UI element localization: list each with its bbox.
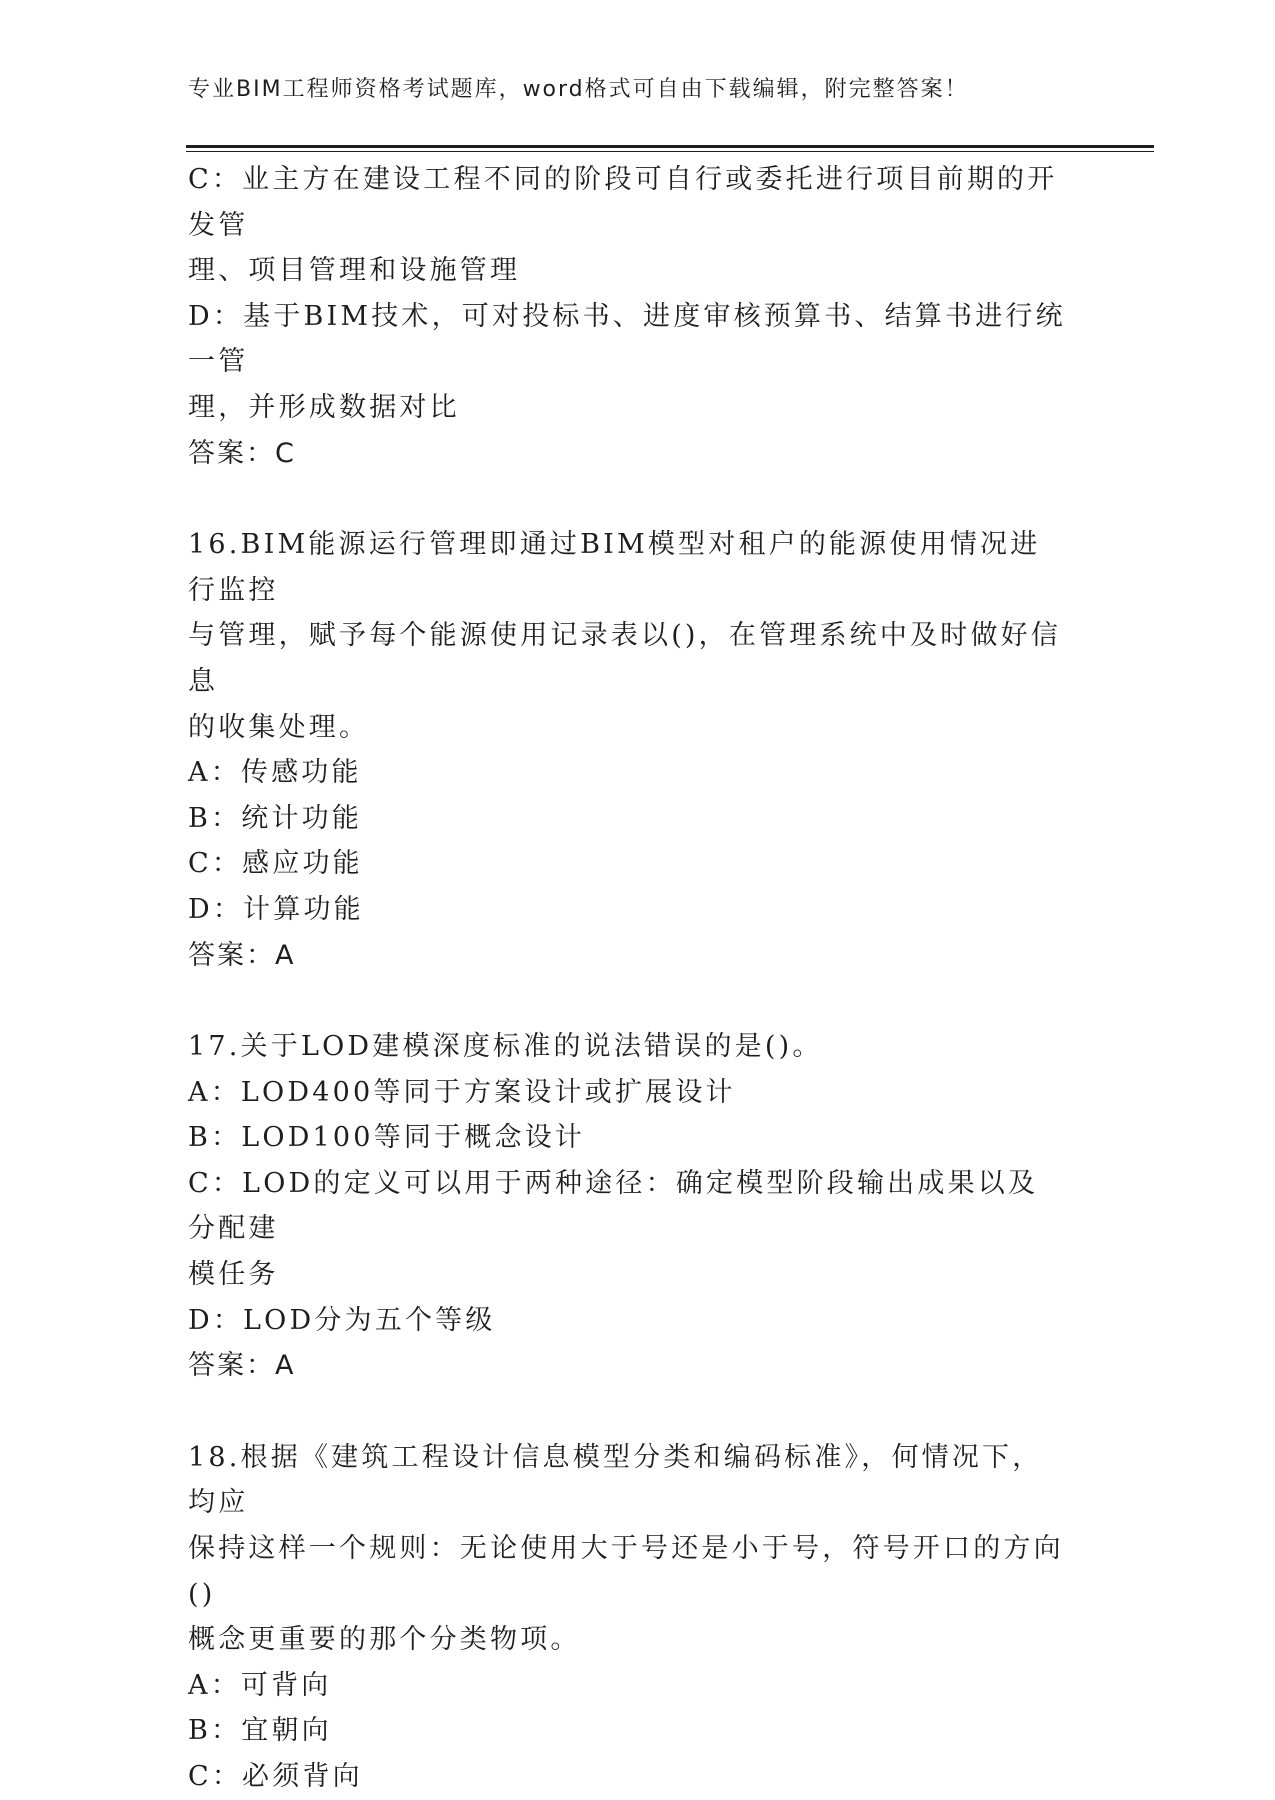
question-stem-line: 的收集处理。	[188, 711, 370, 743]
option-a: A：LOD400等同于方案设计或扩展设计	[188, 1076, 736, 1108]
answer-line: 答案：A	[188, 939, 296, 971]
answer-line: 答案：A	[188, 1350, 296, 1382]
question-stem-line: 18.根据《建筑工程设计信息模型分类和编码标准》，何情况下，均应	[188, 1441, 1043, 1519]
question-stem-line: 与管理，赋予每个能源使用记录表以()，在管理系统中及时做好信息	[188, 620, 1062, 697]
question-content	[188, 157, 1068, 1800]
spacer	[188, 476, 1068, 522]
header-rule-thin	[186, 151, 1154, 152]
question-stem-line: 概念更重要的那个分类物项。	[188, 1624, 581, 1656]
option-c: C：感应功能	[188, 848, 363, 880]
question-17	[188, 1024, 1068, 1389]
option-d: D：计算功能	[188, 893, 364, 925]
option-c-line-2: 模任务	[188, 1259, 279, 1291]
header-rule-thick	[186, 145, 1154, 148]
question-16	[188, 522, 1068, 978]
question-15-tail	[188, 157, 1068, 476]
question-stem-line: 17.关于LOD建模深度标准的说法错误的是()。	[188, 1031, 823, 1063]
option-c-line-1: C：业主方在建设工程不同的阶段可自行或委托进行项目前期的开发管	[188, 164, 1058, 241]
option-c-line-2: 理、项目管理和设施管理	[188, 255, 521, 287]
spacer	[188, 978, 1068, 1024]
option-a: A：可背向	[188, 1669, 332, 1701]
option-d: D：LOD分为五个等级	[188, 1304, 496, 1336]
option-b: B：统计功能	[188, 802, 363, 834]
spacer	[188, 1389, 1068, 1435]
option-b: B：LOD100等同于概念设计	[188, 1122, 586, 1154]
option-b: B：宜朝向	[188, 1715, 332, 1747]
question-18	[188, 1435, 1068, 1800]
question-stem-line: 16.BIM能源运行管理即通过BIM模型对租户的能源使用情况进行监控	[188, 529, 1041, 606]
answer-line: 答案：C	[188, 437, 296, 469]
option-c: C：必须背向	[188, 1761, 363, 1792]
page-header: 专业BIM工程师资格考试题库，word格式可自由下载编辑，附完整答案！	[188, 77, 969, 102]
option-d-line-1: D：基于BIM技术，可对投标书、进度审核预算书、结算书进行统一管	[188, 300, 1066, 378]
option-a: A：传感功能	[188, 757, 362, 789]
option-d-line-2: 理，并形成数据对比	[188, 391, 460, 423]
option-c-line-1: C：LOD的定义可以用于两种途径：确定模型阶段输出成果以及分配建	[188, 1167, 1039, 1245]
question-stem-line: 保持这样一个规则：无论使用大于号还是小于号，符号开口的方向()	[188, 1533, 1064, 1610]
